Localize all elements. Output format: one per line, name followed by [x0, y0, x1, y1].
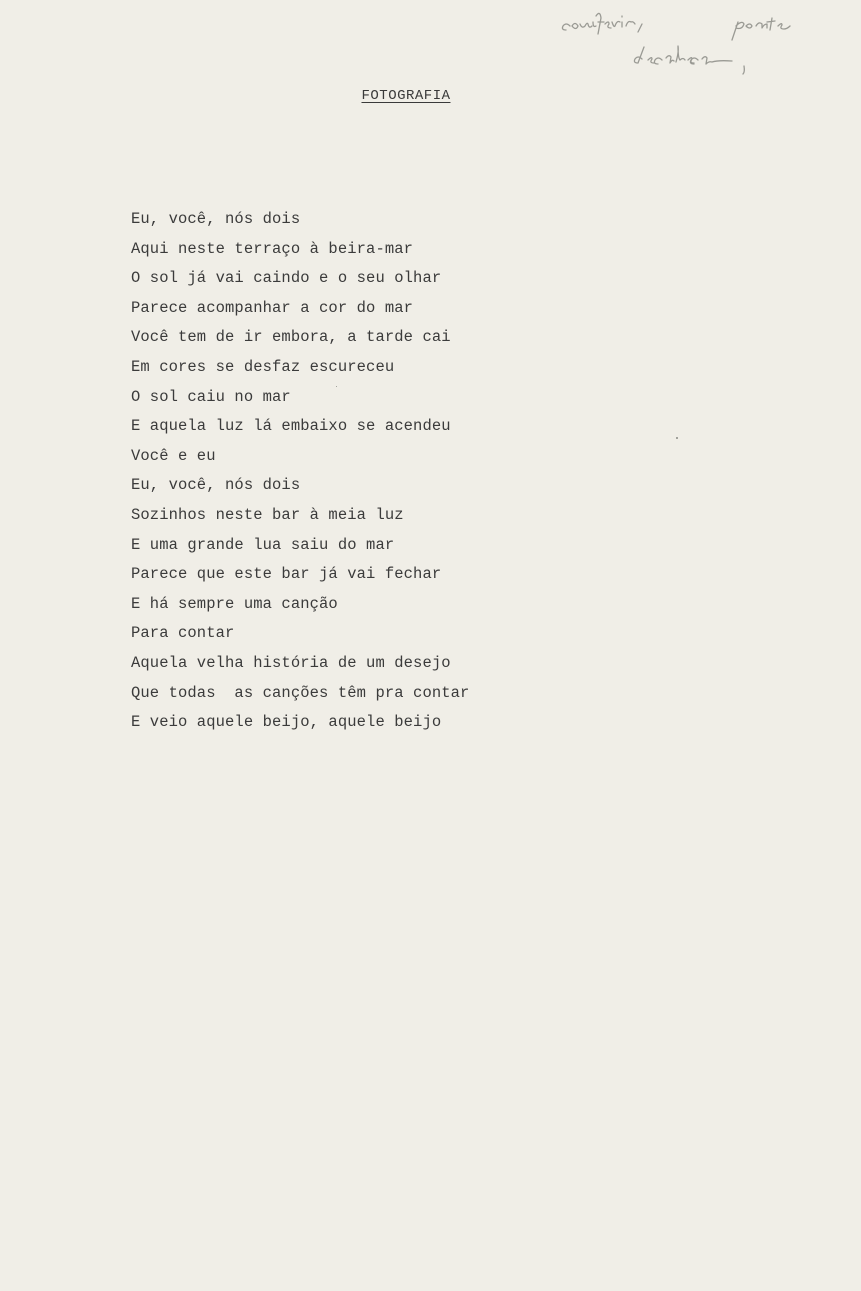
lyric-line: Que todas as canções têm pra contar: [131, 683, 470, 702]
lyrics-list: [131, 205, 469, 738]
handwritten-note-image: [560, 4, 850, 84]
lyric-line: Aquela velha história de um desejo: [131, 653, 451, 672]
page-title: FOTOGRAFIA: [361, 88, 451, 104]
paper-speck: [676, 437, 678, 439]
lyric-line: E uma grande lua saiu do mar: [131, 535, 395, 554]
lyric-line: E aquela luz lá embaixo se acendeu: [131, 417, 451, 436]
lyric-line: Em cores se desfaz escureceu: [131, 357, 395, 376]
lyric-line: Eu, você, nós dois: [131, 210, 301, 228]
lyric-line: Para contar: [131, 624, 235, 643]
lyric-line: E veio aquele beijo, aquele beijo: [131, 713, 442, 732]
lyric-line: Eu, você, nós dois: [131, 476, 301, 495]
lyric-line: Você tem de ir embora, a tarde cai: [131, 328, 451, 347]
lyric-line: Sozinhos neste bar à meia luz: [131, 505, 404, 524]
lyric-line: E há sempre uma canção: [131, 594, 338, 613]
lyric-line: Parece acompanhar a cor do mar: [131, 298, 414, 317]
paper-speck: [336, 386, 337, 387]
handwritten-pencil-note: [560, 4, 850, 84]
lyric-line: O sol caiu no mar: [131, 387, 291, 406]
lyric-line: Parece que este bar já vai fechar: [131, 565, 442, 584]
lyric-line: Você e eu: [131, 446, 216, 465]
lyric-line: O sol já vai caindo e o seu olhar: [131, 269, 442, 288]
lyric-line: Aqui neste terraço à beira-mar: [131, 239, 414, 258]
